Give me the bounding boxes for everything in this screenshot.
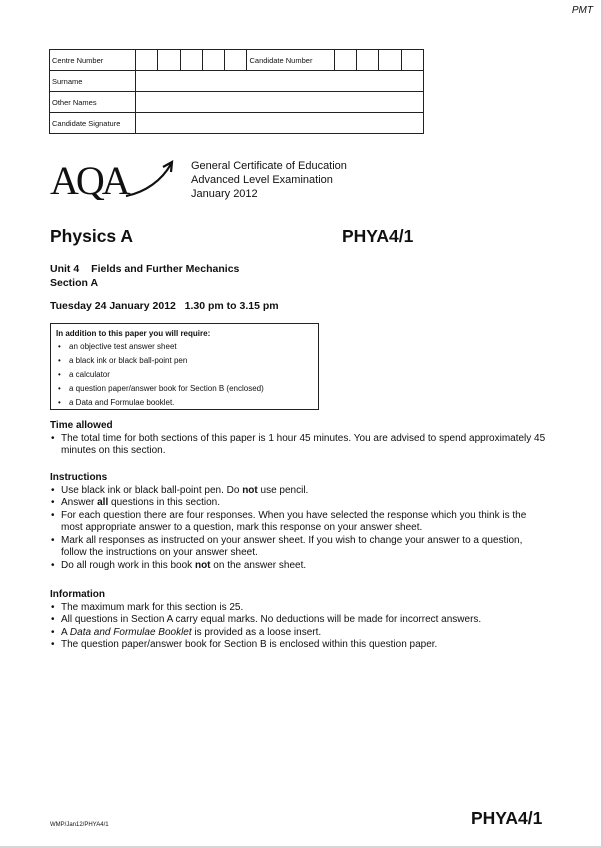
paper-code: PHYA4/1 [342,226,414,246]
centre-number-box[interactable] [158,50,180,71]
list-item: • Use black ink or black ball-point pen. Do not use pencil. [50,485,550,498]
requirements-heading: In addition to this paper you will require: [56,329,211,338]
aqa-logo-text: AQA [50,158,128,200]
unit-number: Unit 4 [50,263,80,275]
section-heading: Instructions [50,472,108,483]
candidate-number-box[interactable] [356,50,378,71]
list-item: • a calculator [56,368,318,382]
other-names-label: Other Names [50,92,136,113]
centre-number-box[interactable] [225,50,247,71]
unit-block [50,262,239,290]
other-names-field[interactable] [136,92,424,113]
paper-code-footer: PHYA4/1 [471,808,543,828]
section-heading: Information [50,589,105,600]
list-item: • Answer all questions in this section. [50,497,550,510]
requirements-box [50,323,319,410]
instructions-section [50,472,550,572]
surname-label: Surname [50,71,136,92]
list-item: • a question paper/answer book for Section B (enclosed) [56,382,318,396]
candidate-number-box[interactable] [334,50,356,71]
footer-reference: WMP/Jan12/PHYA4/1 [50,822,109,828]
candidate-number-label: Candidate Number [247,50,334,71]
candidate-signature-label: Candidate Signature [50,113,136,134]
certificate-line: Advanced Level Examination [191,174,333,186]
requirements-list [56,340,318,410]
centre-number-label: Centre Number [50,50,136,71]
surname-field[interactable] [136,71,424,92]
candidate-signature-field[interactable] [136,113,424,134]
centre-number-box[interactable] [136,50,158,71]
corner-mark: PMT [571,5,593,16]
list-item: • The question paper/answer book for Section B is enclosed within this question paper. [50,639,550,652]
list-item: • A Data and Formulae Booklet is provided as a loose insert. [50,627,550,640]
certificate-line: January 2012 [191,188,258,200]
certificate-block [191,159,347,201]
candidate-number-box[interactable] [401,50,423,71]
centre-number-box[interactable] [180,50,202,71]
list-item: • Mark all responses as instructed on your answer sheet. If you wish to change your answer to a question, follow the instructions on your answer sheet. [50,535,550,560]
list-item: • an objective test answer sheet [56,340,318,354]
list-item: • The maximum mark for this section is 25. [50,602,550,615]
information-section [50,589,550,652]
unit-name: Fields and Further Mechanics [91,263,240,275]
list-item: • All questions in Section A carry equal marks. No deductions will be made for incorrect answers. [50,614,550,627]
list-item: • a Data and Formulae booklet. [56,396,318,410]
certificate-line: General Certificate of Education [191,160,347,172]
candidate-number-box[interactable] [379,50,401,71]
list-item: • a black ink or black ball-point pen [56,354,318,368]
centre-number-box[interactable] [202,50,224,71]
subject-title: Physics A [50,226,134,246]
candidate-details-table [49,49,424,134]
section-heading: Time allowed [50,420,113,431]
aqa-logo [50,158,178,200]
time-allowed-section [50,420,550,458]
exam-datetime: Tuesday 24 January 2012 1.30 pm to 3.15 pm [50,300,279,312]
list-item: • For each question there are four responses. When you have selected the response which you think is the most appropriate answer to a question, mark this response on your answer sheet. [50,510,550,535]
list-item: • The total time for both sections of this paper is 1 hour 45 minutes. You are advised to spend approximately 45 minutes on this section. [50,433,550,458]
list-item: • Do all rough work in this book not on the answer sheet. [50,560,550,573]
section-label: Section A [50,277,99,289]
